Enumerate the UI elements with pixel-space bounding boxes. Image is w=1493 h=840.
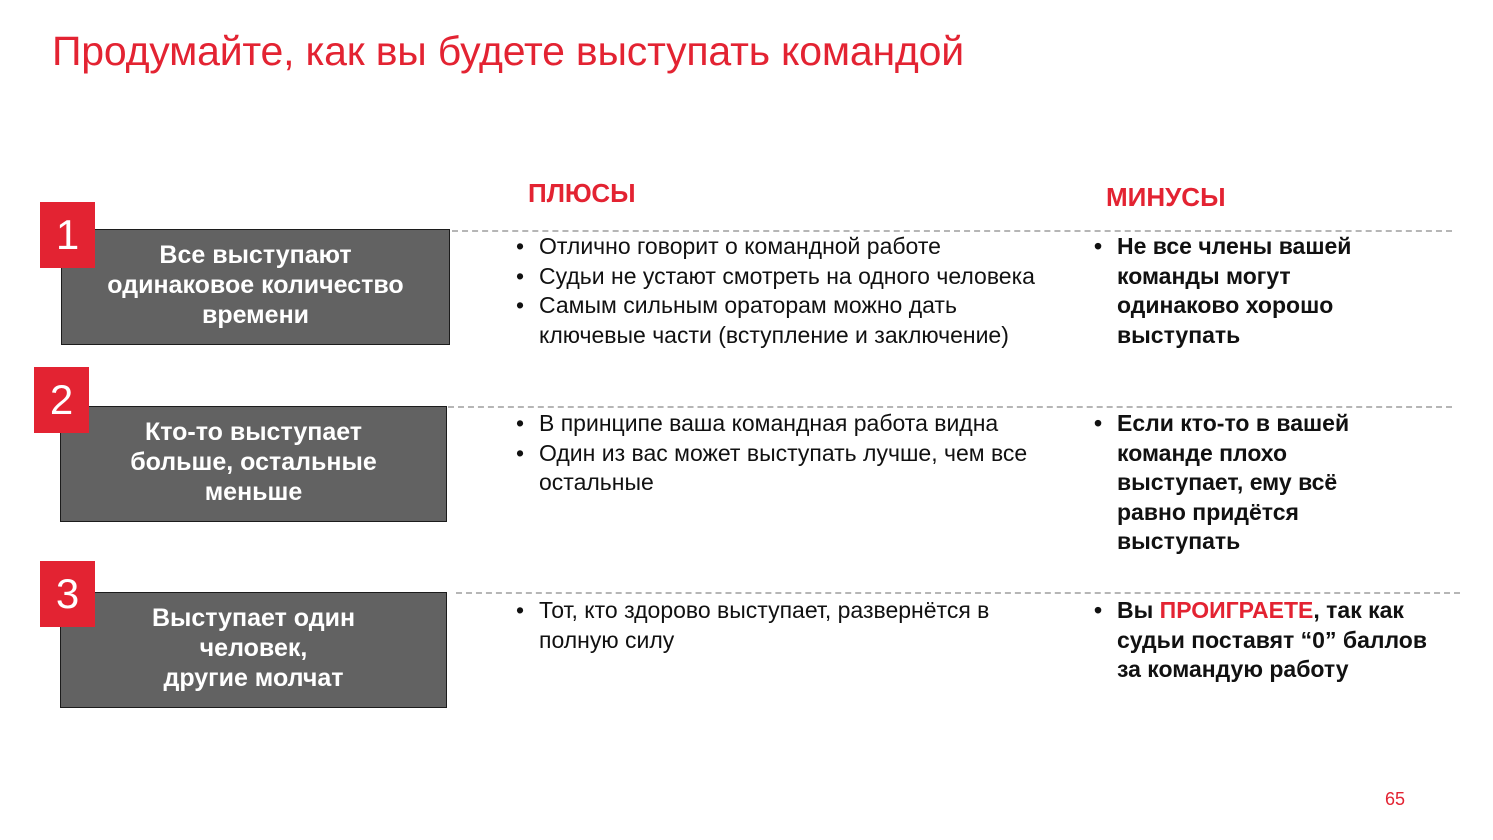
row-divider (448, 406, 1452, 408)
option-label-line: меньше (204, 478, 303, 506)
cons-text: , так как судьи поставят “0” баллов за командую работу (1117, 597, 1427, 682)
option-label-line: времени (201, 301, 310, 329)
cons-list-2 (1094, 409, 1384, 557)
option-number-1: 1 (40, 202, 95, 268)
option-box-2 (60, 406, 447, 522)
pros-list-2 (516, 409, 1046, 498)
option-number-2: 2 (34, 367, 89, 433)
pros-list-1 (516, 232, 1061, 350)
cons-item (1094, 596, 1439, 685)
pros-item: • Отлично говорит о командной работе (516, 232, 1061, 262)
option-box-3 (60, 592, 447, 708)
pros-item: • Судьи не устают смотреть на одного человека (516, 262, 1061, 292)
option-label-line: Все выступают (159, 241, 352, 269)
cons-item: • Не все члены вашей команды могут одинаково хорошо выступать (1094, 232, 1394, 350)
page-number: 65 (1385, 789, 1406, 809)
pros-column-header: ПЛЮСЫ (528, 178, 636, 208)
cons-list-1 (1094, 232, 1394, 350)
option-number-3: 3 (40, 561, 95, 627)
option-label-line: человек, (199, 634, 308, 662)
pros-item: • Самым сильным ораторам можно дать ключевые части (вступление и заключение) (516, 291, 1061, 350)
pros-item: • В принципе ваша командная работа видна (516, 409, 1046, 439)
pros-item: • Один из вас может выступать лучше, чем все остальные (516, 439, 1046, 498)
option-label-line: Кто-то выступает (144, 418, 363, 446)
option-label-line: больше, остальные (130, 448, 377, 476)
option-label-line: Выступает один (151, 604, 356, 632)
option-label-line: другие молчат (163, 664, 344, 692)
pros-item: • Тот, кто здорово выступает, развернётся в полную силу (516, 596, 1046, 655)
row-divider (456, 592, 1460, 594)
cons-text: Вы (1117, 597, 1160, 623)
option-label-line: одинаковое количество (107, 271, 404, 299)
pros-list-3 (516, 596, 1046, 655)
cons-list-3 (1094, 596, 1439, 685)
lose-highlight: ПРОИГРАЕТЕ (1159, 597, 1314, 623)
slide-title: Продумайте, как вы будете выступать командой (52, 28, 964, 74)
cons-column-header: МИНУСЫ (1106, 182, 1226, 212)
cons-item: • Если кто-то в вашей команде плохо выступает, ему всё равно придётся выступать (1094, 409, 1384, 557)
option-box-1 (61, 229, 450, 345)
